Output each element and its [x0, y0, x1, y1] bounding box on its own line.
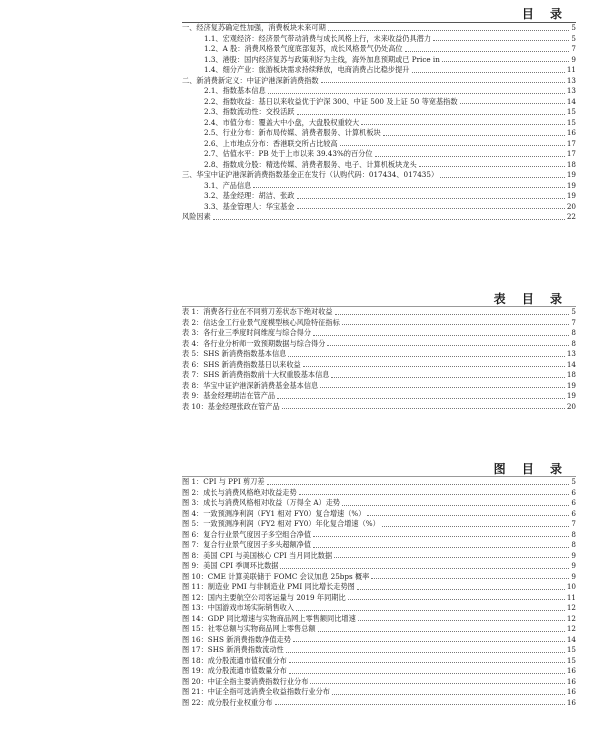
toc-entry-text: 2.5、行业分布：新布局传媒、消费者服务、计算机板块: [204, 128, 381, 137]
figure-entry[interactable]: [182, 635, 576, 646]
dot-leader: [348, 599, 565, 600]
dot-leader: [331, 377, 564, 378]
toc-entry-text: 二、新消费新定义：中证沪港深新消费指数: [182, 75, 319, 85]
dot-leader: [342, 324, 570, 325]
toc-entry-page: 5: [571, 23, 576, 32]
figure-entry-page: 5: [571, 477, 576, 486]
toc-entry-text: 1.3、港股：国内经济复苏与政策利好为主线，海外加息预期或已 Price in: [204, 54, 440, 64]
figure-entry[interactable]: [182, 614, 576, 625]
toc-entry-page: 17: [566, 138, 576, 148]
figure-entry-text: 图 21：中证全指可选消费全收益指数行业分布: [182, 687, 330, 696]
toc-entry[interactable]: [182, 170, 576, 181]
figure-entry-page: 16: [566, 666, 576, 675]
toc-entry-page: 22: [566, 212, 576, 221]
toc-entry-text: 1.1、宏观经济：经济景气带动消费与成长风格上行，未来收益仍具潜力: [204, 33, 432, 43]
table-entry[interactable]: [182, 391, 576, 402]
toc-entry-page: 9: [571, 54, 576, 64]
figure-entry-text: 图 8：美国 CPI 与美国核心 CPI 当月同比数据: [182, 550, 333, 560]
figure-entry-page: 16: [566, 676, 576, 686]
toc-entry[interactable]: [182, 65, 576, 76]
dot-leader: [335, 314, 570, 315]
figure-entry[interactable]: [182, 572, 576, 583]
toc-entry[interactable]: [182, 128, 576, 139]
dot-leader: [282, 408, 565, 409]
dot-leader: [328, 30, 570, 31]
table-entry[interactable]: [182, 360, 576, 371]
table-entry-text: 表 10：基金经理张政在管产品: [182, 401, 280, 411]
figure-entry-text: 图 22：成分股行业权重分布: [182, 697, 273, 707]
toc-entry-page: 13: [566, 75, 576, 85]
table-entry-text: 表 1：消费各行业在不同剪刀差状态下绝对收益: [182, 307, 333, 316]
table-entry[interactable]: [182, 318, 576, 329]
dot-leader: [280, 568, 569, 569]
figure-entry[interactable]: [182, 582, 576, 593]
table-entry[interactable]: [182, 402, 576, 413]
figure-entry-text: 图 13：中国游戏市场实际销售收入: [182, 603, 295, 612]
dot-leader: [442, 61, 570, 62]
figure-entry-text: 图 18：成分股流通市值权重分布: [182, 655, 287, 665]
toc-entry[interactable]: [182, 118, 576, 129]
toc-entry[interactable]: [182, 23, 576, 34]
table-entry-page: 19: [566, 391, 576, 400]
toc-entry-text: 2.1、指数基本信息: [204, 86, 266, 95]
dot-leader: [253, 187, 564, 188]
dot-leader: [289, 662, 565, 663]
dot-leader: [383, 135, 565, 136]
figure-entry[interactable]: [182, 593, 576, 604]
toc-entry-page: 5: [571, 33, 576, 43]
toc-entry-text: 2.4、市值分布：覆盖大中小盘，大盘股权重较大: [204, 117, 360, 127]
figure-entry[interactable]: [182, 540, 576, 551]
figure-entry[interactable]: [182, 561, 576, 572]
figure-entry-text: 图 7：复合行业景气度因子多头超额净值: [182, 540, 312, 549]
toc-entry[interactable]: [182, 160, 576, 171]
dot-leader: [412, 72, 565, 73]
figure-entry[interactable]: [182, 666, 576, 677]
figure-entry[interactable]: [182, 677, 576, 688]
figures-title: 图 目 录: [493, 462, 568, 476]
dot-leader: [405, 51, 570, 52]
table-entry-page: 8: [571, 328, 576, 337]
dot-leader: [433, 40, 569, 41]
dot-leader: [419, 166, 565, 167]
figure-entry-text: 图 1：CPI 与 PPI 剪刀差: [182, 477, 265, 486]
figure-entry-text: 图 9：美国 CPI 季调环比数据: [182, 561, 279, 570]
dot-leader: [213, 219, 565, 220]
dot-leader: [460, 103, 565, 104]
toc-entry-page: 11: [566, 65, 576, 74]
figure-entry-text: 图 2：成长与消费风格绝对收益走势: [182, 487, 297, 497]
figure-entry-text: 图 16：SHS 新消费指数净值走势: [182, 634, 291, 644]
figure-entry[interactable]: [182, 488, 576, 499]
figure-entry[interactable]: [182, 498, 576, 509]
figure-entry-page: 7: [571, 519, 576, 528]
dot-leader: [371, 578, 569, 579]
toc-entry[interactable]: [182, 76, 576, 87]
dot-leader: [296, 610, 565, 611]
figure-entry[interactable]: [182, 530, 576, 541]
dot-leader: [313, 536, 569, 537]
toc-entry-text: 2.6、上市地点分布：香港联交所占比较高: [204, 138, 338, 148]
toc-entry[interactable]: [182, 202, 576, 213]
figure-entry-page: 12: [566, 624, 576, 633]
table-entry-page: 7: [571, 317, 576, 327]
dot-leader: [358, 620, 565, 621]
dot-leader: [268, 93, 565, 94]
dot-leader: [334, 557, 569, 558]
figure-entry-page: 14: [566, 634, 576, 644]
figure-entry[interactable]: [182, 698, 576, 709]
table-entry[interactable]: [182, 381, 576, 392]
table-entry-text: 表 7：SHS 新消费指数前十大权重股基本信息: [182, 370, 330, 379]
figure-entry-page: 16: [566, 687, 576, 696]
toc-entry-page: 7: [571, 44, 576, 53]
dot-leader: [275, 704, 565, 705]
toc-entry[interactable]: [182, 107, 576, 118]
dot-leader: [288, 356, 565, 357]
figure-entry-page: 11: [566, 592, 576, 602]
figure-entry[interactable]: [182, 603, 576, 614]
dot-leader: [357, 589, 565, 590]
table-entry[interactable]: [182, 307, 576, 318]
dot-leader: [332, 694, 565, 695]
figure-entry-text: 图 11：制造业 PMI 与非制造业 PMI 同比增长走势图: [182, 582, 355, 591]
dot-leader: [361, 124, 565, 125]
dot-leader: [320, 387, 565, 388]
toc-entry[interactable]: [182, 149, 576, 160]
toc-entry-page: 16: [566, 128, 576, 137]
table-entry[interactable]: [182, 328, 576, 339]
figure-entry[interactable]: [182, 519, 576, 530]
toc-entry-page: 14: [566, 96, 576, 106]
figure-entry-text: 图 6：复合行业景气度因子多空组合净值: [182, 529, 312, 539]
dot-leader: [297, 208, 565, 209]
dot-leader: [327, 345, 569, 346]
toc-entry-text: 2.3、指数流动性：交投活跃: [204, 107, 295, 116]
toc-entry-page: 19: [566, 180, 576, 190]
toc-entry-text: 3.3、基金管理人：华宝基金: [204, 201, 295, 211]
figure-entry[interactable]: [182, 645, 576, 656]
dot-leader: [318, 631, 565, 632]
toc-entry-page: 15: [566, 117, 576, 127]
figure-entry-text: 图 10：CME 计算美联储于 FOMC 会议加息 25bps 概率: [182, 571, 370, 581]
table-entry-text: 表 5：SHS 新消费指数基本信息: [182, 349, 287, 358]
toc-entry-page: 17: [566, 149, 576, 158]
dot-leader: [299, 494, 570, 495]
figures-list: [182, 477, 576, 708]
figure-entry-page: 8: [571, 529, 576, 539]
toc-entry[interactable]: [182, 55, 576, 66]
table-entry-page: 20: [566, 401, 576, 411]
figure-entry[interactable]: [182, 477, 576, 488]
table-entry-text: 表 6：SHS 新消费指数基日以来收益: [182, 359, 301, 369]
toc-entry-text: 2.7、估值水平：PB 处于上市以来 39.43%的百分位: [204, 149, 373, 158]
toc-entry-page: 13: [566, 86, 576, 95]
toc-entry-text: 一、经济复苏确定性加强，消费板块未来可期: [182, 23, 326, 32]
table-entry[interactable]: [182, 349, 576, 360]
dot-leader: [297, 198, 565, 199]
figure-entry-text: 图 19：成分股流通市值数量分布: [182, 666, 287, 675]
toc-entry-page: 18: [566, 159, 576, 169]
toc-entry-text: 1.4、细分产业：旅游板块需求持续释放，电商消费占比稳步提升: [204, 65, 410, 74]
toc-entry-page: 19: [566, 170, 576, 179]
figure-entry-text: 图 5：一致预测净利润（FY2 相对 FY0）年化复合增速（%）: [182, 519, 380, 528]
toc-title: 目 录: [521, 7, 568, 21]
toc-entry-text: 风险因素: [182, 212, 211, 221]
figure-entry-page: 8: [571, 540, 576, 549]
figure-entry[interactable]: [182, 656, 576, 667]
dot-leader: [367, 515, 569, 516]
figure-entry-page: 9: [571, 550, 576, 560]
figure-entry-page: 6: [571, 508, 576, 518]
table-entry-text: 表 4：各行业分析师一致预期数据与综合得分: [182, 338, 326, 348]
table-entry-text: 表 2：信达金工行业景气度模型核心风险特征指标: [182, 317, 340, 327]
figure-entry-page: 15: [566, 655, 576, 665]
table-entry-text: 表 9：基金经理胡洁在管产品: [182, 391, 276, 400]
figure-entry-text: 图 4：一致预测净利润（FY1 相对 FY0）复合增速（%）: [182, 508, 366, 518]
dot-leader: [310, 683, 564, 684]
figure-entry-text: 图 12：国内主要航空公司客运量与 2019 年同期比: [182, 592, 346, 602]
dot-leader: [440, 177, 565, 178]
toc-entry-text: 3.1、产品信息: [204, 180, 252, 190]
table-entry[interactable]: [182, 370, 576, 381]
toc-entry[interactable]: [182, 97, 576, 108]
dot-leader: [293, 641, 565, 642]
figure-entry[interactable]: [182, 551, 576, 562]
dot-leader: [303, 366, 565, 367]
figure-entry-page: 16: [566, 697, 576, 707]
table-entry-page: 13: [566, 349, 576, 358]
tables-title: 表 目 录: [493, 292, 568, 306]
dot-leader: [313, 335, 569, 336]
figure-entry[interactable]: [182, 687, 576, 698]
figure-entry-page: 6: [571, 498, 576, 507]
toc-entry[interactable]: [182, 44, 576, 55]
dot-leader: [342, 505, 569, 506]
figure-entry-page: 10: [566, 582, 576, 591]
table-entry-page: 18: [566, 370, 576, 379]
toc-entry-page: 15: [566, 107, 576, 116]
figure-entry[interactable]: [182, 509, 576, 520]
table-entry[interactable]: [182, 339, 576, 350]
dot-leader: [286, 652, 565, 653]
dot-leader: [277, 398, 565, 399]
dot-leader: [375, 156, 565, 157]
toc-entry-text: 3.2、基金经理：胡洁、张政: [204, 191, 295, 200]
table-entry-page: 19: [566, 380, 576, 390]
tables-list: [182, 307, 576, 412]
toc-entry[interactable]: [182, 181, 576, 192]
figure-entry-text: 图 20：中证全指主要消费指数行业分布: [182, 676, 309, 686]
table-entry-text: 表 3：各行业三季度时间维度与综合得分: [182, 328, 312, 337]
table-entry-text: 表 8：华宝中证沪港深新消费基金基本信息: [182, 380, 319, 390]
dot-leader: [382, 526, 570, 527]
figure-entry-text: 图 17：SHS 新消费指数流动性: [182, 645, 284, 654]
figure-entry-text: 图 14：GDP 同比增速与实物商品网上零售额同比增速: [182, 613, 356, 623]
toc-entry[interactable]: [182, 34, 576, 45]
table-entry-page: 14: [566, 359, 576, 369]
dot-leader: [297, 114, 565, 115]
toc-entry[interactable]: [182, 139, 576, 150]
toc-entry-text: 2.8、指数成分股：精选传媒、消费者服务、电子、计算机板块龙头: [204, 159, 417, 169]
table-entry-page: 8: [571, 338, 576, 348]
dot-leader: [267, 484, 570, 485]
toc-entry-page: 19: [566, 191, 576, 200]
figure-entry-page: 12: [566, 613, 576, 623]
dot-leader: [340, 145, 565, 146]
toc-list: [182, 23, 576, 223]
toc-entry-text: 2.2、指数收益：基日以来收益优于沪深 300、中证 500 及上证 50 等宽基指数: [204, 96, 458, 106]
figure-entry-page: 6: [571, 487, 576, 497]
dot-leader: [289, 673, 565, 674]
figure-entry-text: 图 15：社零总额与实物商品网上零售总额: [182, 624, 316, 633]
toc-entry[interactable]: [182, 212, 576, 223]
toc-entry-text: 三、华宝中证沪港深新消费指数基金正在发行（认购代码：017434、017435）: [182, 170, 439, 179]
dot-leader: [321, 82, 565, 83]
toc-entry-page: 20: [566, 201, 576, 211]
figure-entry-page: 15: [566, 645, 576, 654]
toc-entry-text: 1.2、A 股：消费风格景气度底部复苏，成长风格景气仍处高位: [204, 44, 403, 53]
figure-entry-page: 9: [571, 571, 576, 581]
toc-entry[interactable]: [182, 86, 576, 97]
figure-entry[interactable]: [182, 624, 576, 635]
toc-entry[interactable]: [182, 191, 576, 202]
dot-leader: [313, 547, 569, 548]
table-entry-page: 5: [571, 307, 576, 316]
figure-entry-text: 图 3：成长与消费风格相对收益（万得全 A）走势: [182, 498, 341, 507]
figure-entry-page: 12: [566, 603, 576, 612]
figure-entry-page: 9: [571, 561, 576, 570]
